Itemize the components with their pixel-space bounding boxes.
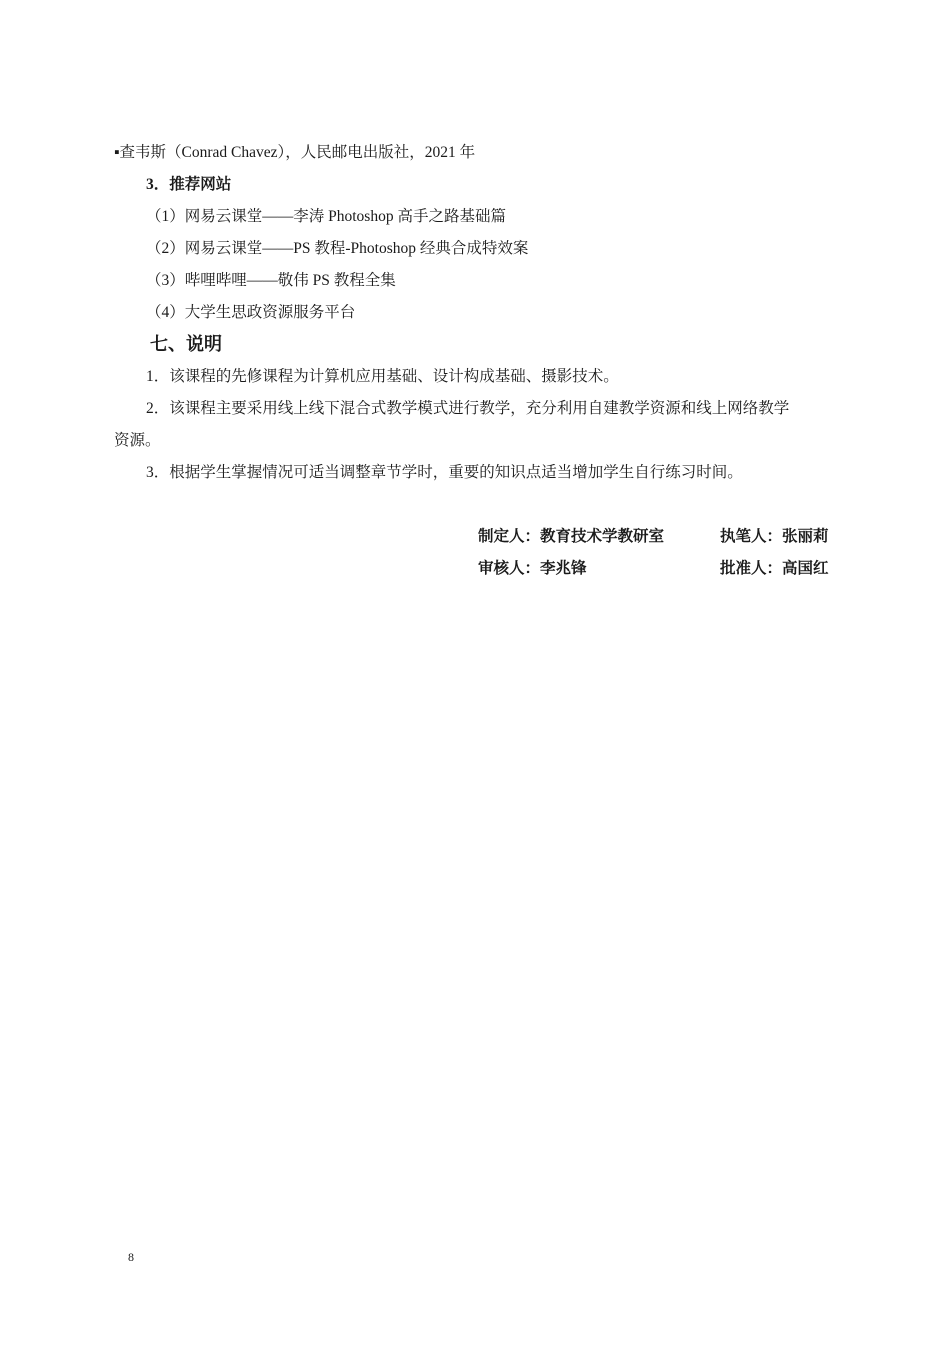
site-item: （2）网易云课堂——PS 教程-Photoshop 经典合成特效案 bbox=[146, 240, 529, 257]
site-item: （4）大学生思政资源服务平台 bbox=[146, 304, 356, 321]
written-by: 执笔人：张丽莉 bbox=[720, 528, 829, 545]
recommended-sites-heading: 3．推荐网站 bbox=[146, 176, 232, 193]
note-item-1: 1．该课程的先修课程为计算机应用基础、设计构成基础、摄影技术。 bbox=[146, 368, 619, 385]
note-item-2-line-1: 2．该课程主要采用线上线下混合式教学模式进行教学，充分利用自建教学资源和线上网络教学 bbox=[146, 400, 790, 417]
note-item-2-line-2: 资源。 bbox=[114, 432, 161, 449]
site-item: （1）网易云课堂——李涛 Photoshop 高手之路基础篇 bbox=[146, 208, 506, 225]
notes-heading: 七、说明 bbox=[150, 334, 222, 354]
drafted-by: 制定人：教育技术学教研室 bbox=[478, 528, 665, 545]
note-item-3: 3．根据学生掌握情况可适当调整章节学时，重要的知识点适当增加学生自行练习时间。 bbox=[146, 464, 743, 481]
page-number: 8 bbox=[128, 1250, 134, 1264]
reviewed-by: 审核人：李兆锋 bbox=[478, 560, 587, 577]
site-item: （3）哔哩哔哩——敬伟 PS 教程全集 bbox=[146, 272, 396, 289]
approved-by: 批准人：高国红 bbox=[720, 560, 829, 577]
reference-tail: ▪查韦斯（Conrad Chavez），人民邮电出版社，2021 年 bbox=[114, 144, 476, 161]
